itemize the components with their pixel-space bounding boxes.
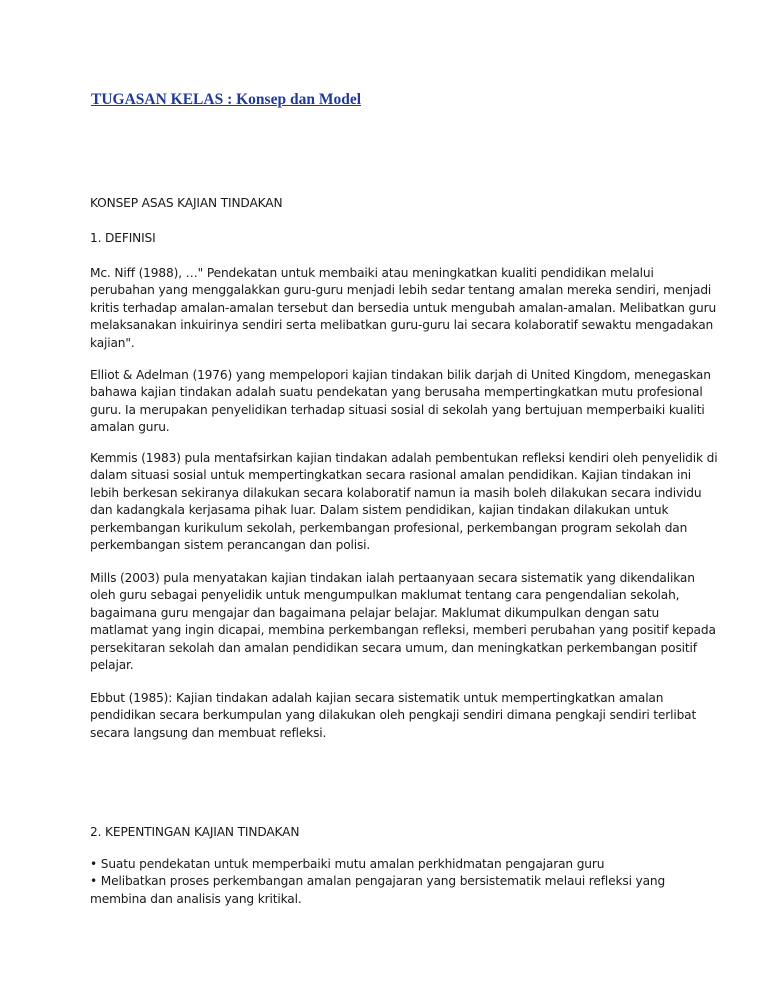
bullet-list [90, 856, 690, 908]
paragraph-kemmis [90, 450, 718, 554]
paragraph-line: bagaimana guru mengajar dan bagaimana pelajar belajar. Maklumat dikumpulkan dengan satu [90, 605, 660, 620]
paragraph-line: Mc. Niff (1988), …" Pendekatan untuk membaiki atau meningkatkan kualiti pendidikan melalui [90, 266, 654, 280]
paragraph-line: perkembangan sistem perancangan dan polisi. [90, 538, 371, 553]
paragraph-elliot [90, 367, 711, 437]
paragraph-line: dan kadangkala kerjasama pihak luar. Dalam sistem pendidikan, kajian tindakan dilakukan untuk [90, 503, 669, 518]
paragraph-line: Kemmis (1983) pula mentafsirkan kajian tindakan adalah pembentukan refleksi kendiri oleh penyelidik di [90, 451, 718, 465]
paragraph-niff [90, 265, 717, 352]
paragraph-line: secara langsung dan membuat refleksi. [90, 725, 327, 740]
list-item: • Melibatkan proses perkembangan amalan pengajaran yang bersistematik melaui refleksi yang [90, 874, 666, 889]
paragraph-line: oleh guru sebagai penyelidik untuk mengumpulkan maklumat tentang cara pengendalian sekolah, [90, 588, 680, 603]
paragraph-line: melaksanakan inkuirinya sendiri serta melibatkan guru-guru lai secara kolaboratif sewaktu mengadakan [90, 318, 714, 333]
paragraph-line: Elliot & Adelman (1976) yang mempelopori kajian tindakan bilik darjah di United Kingdom, menegaskan [90, 368, 711, 382]
paragraph-line: perubahan yang menggalakkan guru-guru menjadi lebih sedar tentang amalan mereka sendiri, menjadi [90, 283, 712, 298]
section1-heading-text: KONSEP ASAS KAJIAN TINDAKAN [90, 196, 283, 210]
section1-heading [90, 195, 690, 212]
paragraph-line: matlamat yang ingin dicapai, membina perkembangan refleksi, memberi perubahan yang positif kepada [90, 623, 716, 638]
paragraph-line: pelajar. [90, 658, 134, 673]
list-item-continuation: membina dan analisis yang kritikal. [90, 891, 302, 906]
paragraph-line: Mills (2003) pula menyatakan kajian tindakan ialah pertaanyaan secara sistematik yang dikendalikan [90, 571, 695, 585]
paragraph-line: dalam situasi sosial untuk mempertingkatkan secara rasional amalan pendidikan. Kajian tindakan ini [90, 468, 692, 483]
paragraph-line: guru. Ia merupakan penyelidikan terhadap situasi sosial di sekolah yang bertujuan memperbaiki kualiti [90, 402, 705, 417]
paragraph-line: persekitaran sekolah dan amalan pendidikan secara umum, dan meningkatkan perkembangan positif [90, 640, 697, 655]
list-item: • Suatu pendekatan untuk memperbaiki mutu amalan perkhidmatan pengajaran guru [90, 857, 605, 871]
document-title-link[interactable]: TUGASAN KELAS : Konsep dan Model [91, 91, 362, 108]
subheading-definisi-text: 1. DEFINISI [90, 231, 156, 245]
paragraph-line: pendidikan secara berkumpulan yang dilakukan oleh pengkaji sendiri dimana pengkaji sendiri terlibat [90, 708, 697, 723]
paragraph-line: perkembangan kurikulum sekolah, perkembangan profesional, perkembangan program sekolah dan [90, 520, 688, 535]
section2-heading-text: 2. KEPENTINGAN KAJIAN TINDAKAN [90, 825, 300, 839]
paragraph-ebbut [90, 690, 697, 742]
paragraph-line: Ebbut (1985): Kajian tindakan adalah kajian secara sistematik untuk mempertingkatkan amalan [90, 691, 664, 705]
paragraph-line: amalan guru. [90, 420, 170, 435]
paragraph-line: lebih berkesan sekiranya dilakukan secara kolaboratif namun ia masih boleh dilakukan secara individu [90, 485, 702, 500]
paragraph-line: kritis terhadap amalan-amalan tersebut dan bersedia untuk mengubah amalan-amalan. Melibatkan guru [90, 300, 717, 315]
paragraph-mills [90, 570, 716, 674]
paragraph-line: kajian". [90, 335, 135, 350]
section2-heading [90, 824, 690, 841]
subheading-definisi [90, 230, 690, 247]
paragraph-line: bahawa kajian tindakan adalah suatu pendekatan yang berusaha mempertingkatkan mutu profesional [90, 385, 703, 400]
